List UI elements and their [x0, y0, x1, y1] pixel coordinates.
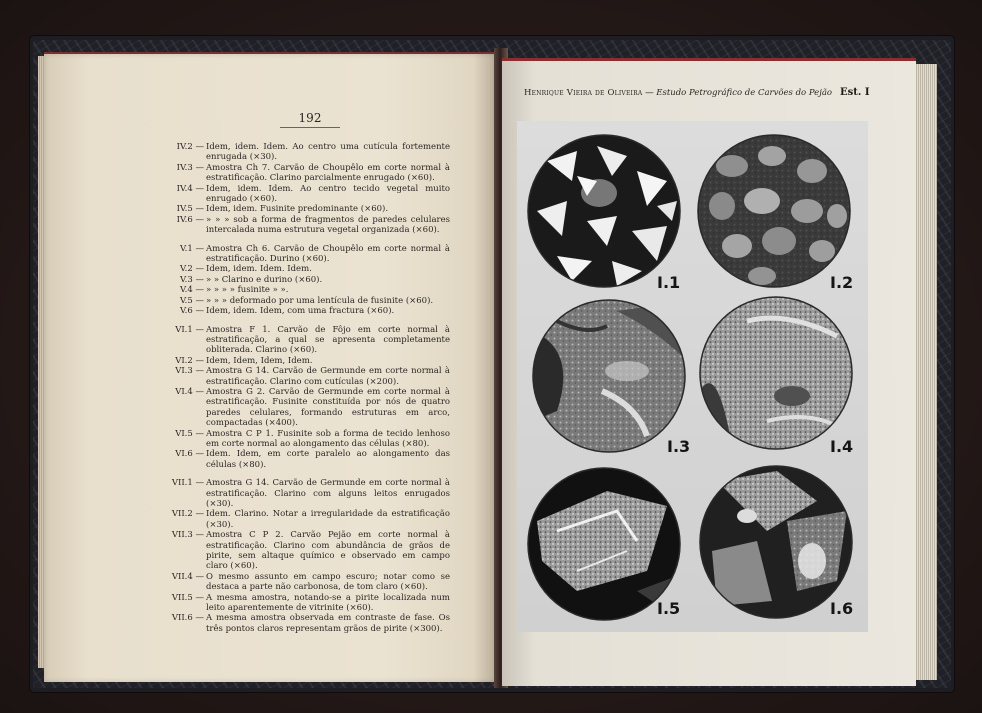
caption-text: Amostra G 2. Carvão de Germunde em corte normal à estratificação. Fusinite constituída por nós de quatro paredes celulares, formando estruturas em arco, compactadas (×400). [206, 386, 450, 429]
caption-text: Amostra C P 2. Carvão Pejão em corte normal à estratificação. Clarino com abundância de grãos de pirite, sem altaque químico e observado em campo claro (×60). [206, 530, 450, 572]
caption-code: IV.5 — [176, 204, 204, 215]
caption-text: O mesmo assunto em campo escuro; notar como se destaca a parte não carbonosa, de tom claro (×60). [206, 571, 450, 593]
caption-code: V.4 — [180, 285, 204, 296]
caption-text: Idem, idem. Fusinite predominante (×60). [206, 204, 389, 215]
caption-group-vii [168, 478, 450, 634]
caption-entry [168, 215, 450, 236]
caption-code: V.1 — [180, 243, 204, 254]
caption-text: Amostra F 1. Carvão de Fôjo em corte normal à estratificação, a qual se apresenta completamente obliterada. Clarino (×60). [206, 324, 450, 356]
caption-entry [168, 204, 450, 214]
caption-entry [168, 325, 450, 356]
figure-label-4: I.4 [830, 437, 854, 456]
caption-code: VI.5 — [175, 428, 204, 439]
running-head [524, 88, 833, 98]
figure-label-1: I.1 [657, 273, 681, 292]
caption-entry [168, 244, 450, 265]
caption-text: Amostra Ch 7. Carvão de Choupêlo em corte normal à estratificação. Clarino parcialmente enrugado (×60). [206, 162, 450, 184]
caption-entry [168, 163, 450, 184]
caption-code: VI.6 — [175, 449, 204, 460]
caption-entry [168, 613, 450, 634]
caption-text: » » Clarino e durino (×60). [206, 274, 323, 285]
running-head-author: Henrique Vieira de Oliveira [524, 88, 643, 98]
caption-entry [168, 306, 450, 316]
caption-entry [168, 184, 450, 205]
plate-label: Est. I [840, 87, 870, 98]
caption-code: V.5 — [180, 295, 204, 306]
caption-text: » » » » fusinite » ». [206, 285, 289, 296]
caption-code: VI.4 — [175, 386, 204, 397]
caption-text: Amostra Ch 6. Carvão de Choupêlo em corte normal à estratificação. Durino (×60). [206, 243, 450, 265]
figure-label-3: I.3 [667, 437, 691, 456]
caption-code: V.2 — [180, 264, 204, 275]
caption-entry [168, 264, 450, 274]
caption-code: IV.4 — [176, 183, 204, 194]
caption-entry [168, 356, 450, 366]
caption-group-vi [168, 325, 450, 471]
caption-entry [168, 142, 450, 163]
caption-entry [168, 429, 450, 450]
caption-text: Amostra C P 1. Fusinite sob a forma de tecido lenhoso em corte normal ao alongamento das células (×80). [206, 428, 450, 449]
micrograph-3 [527, 291, 697, 461]
photo-plate [517, 121, 868, 632]
caption-code: VII.5 — [171, 592, 204, 603]
caption-text: Idem. Idem, em corte paralelo ao alongamento das células (×80). [206, 449, 450, 470]
caption-group-v [168, 244, 450, 317]
caption-entry [168, 449, 450, 470]
caption-entry [168, 366, 450, 387]
caption-entry [168, 387, 450, 429]
caption-text: Amostra G 14. Carvão de Germunde em corte normal à estratificação. Clarino com alguns leitos enrugados (×30). [206, 478, 450, 509]
caption-text: Idem, idem. Idem. Ao centro tecido vegetal muito enrugado (×60). [206, 183, 450, 205]
caption-text: A mesma amostra observada em contraste de fase. Os três pontos claros representam grãos de pirite (×300). [206, 613, 450, 634]
caption-code: IV.3 — [176, 162, 204, 173]
caption-text: Amostra G 14. Carvão de Germunde em corte normal à estratificação. Clarino com cutículas (×200). [206, 366, 450, 387]
caption-code: IV.2 — [176, 142, 204, 152]
figure-label-6: I.6 [830, 599, 854, 618]
caption-group-iv [168, 142, 450, 236]
caption-entry [168, 572, 450, 593]
caption-text: Idem, idem. Idem, com uma fractura (×60). [206, 306, 395, 317]
caption-entry [168, 285, 450, 295]
caption-list [168, 142, 450, 642]
right-headband [502, 58, 916, 61]
caption-code: IV.6 — [176, 214, 204, 225]
right-page-edges [913, 64, 937, 680]
caption-code: VII.1 — [171, 478, 204, 489]
caption-text: A mesma amostra, notando-se a pirite localizada num leito aparentemente de vitrinite (×60). [206, 592, 450, 614]
micrograph-4 [697, 291, 867, 461]
figure-label-5: I.5 [657, 599, 681, 618]
caption-code: VII.6 — [171, 613, 204, 624]
caption-text: Idem, Idem, Idem, Idem. [206, 355, 313, 366]
caption-code: VI.2 — [175, 355, 204, 366]
caption-entry [168, 478, 450, 509]
caption-code: VII.3 — [171, 530, 204, 541]
caption-text: Idem, idem. Idem. Idem. [206, 264, 312, 275]
caption-text: » » » deformado por uma lentícula de fusinite (×60). [206, 295, 434, 306]
page-number: 192 [280, 111, 340, 128]
caption-code: VII.4 — [171, 571, 204, 582]
caption-text: Idem, idem. Idem. Ao centro uma cutícula fortemente enrugada (×30). [206, 142, 450, 163]
running-head-title: — Estudo Petrográfico de Carvões do Pejão [645, 88, 833, 98]
caption-code: V.3 — [180, 274, 204, 285]
caption-entry [168, 296, 450, 306]
figure-label-2: I.2 [830, 273, 854, 292]
caption-code: VII.2 — [171, 509, 204, 520]
caption-entry [168, 530, 450, 572]
caption-entry [168, 275, 450, 285]
micrograph-figures [517, 121, 868, 632]
caption-text: Idem. Clarino. Notar a irregularidade da estratificação (×30). [206, 509, 450, 530]
caption-text: » » » sob a forma de fragmentos de paredes celulares intercalada numa estrutura vegetal organizada (×60). [206, 214, 450, 236]
caption-code: VI.3 — [175, 366, 204, 377]
caption-code: VI.1 — [175, 324, 204, 335]
caption-entry [168, 593, 450, 614]
caption-code: V.6 — [180, 306, 204, 317]
caption-entry [168, 509, 450, 530]
